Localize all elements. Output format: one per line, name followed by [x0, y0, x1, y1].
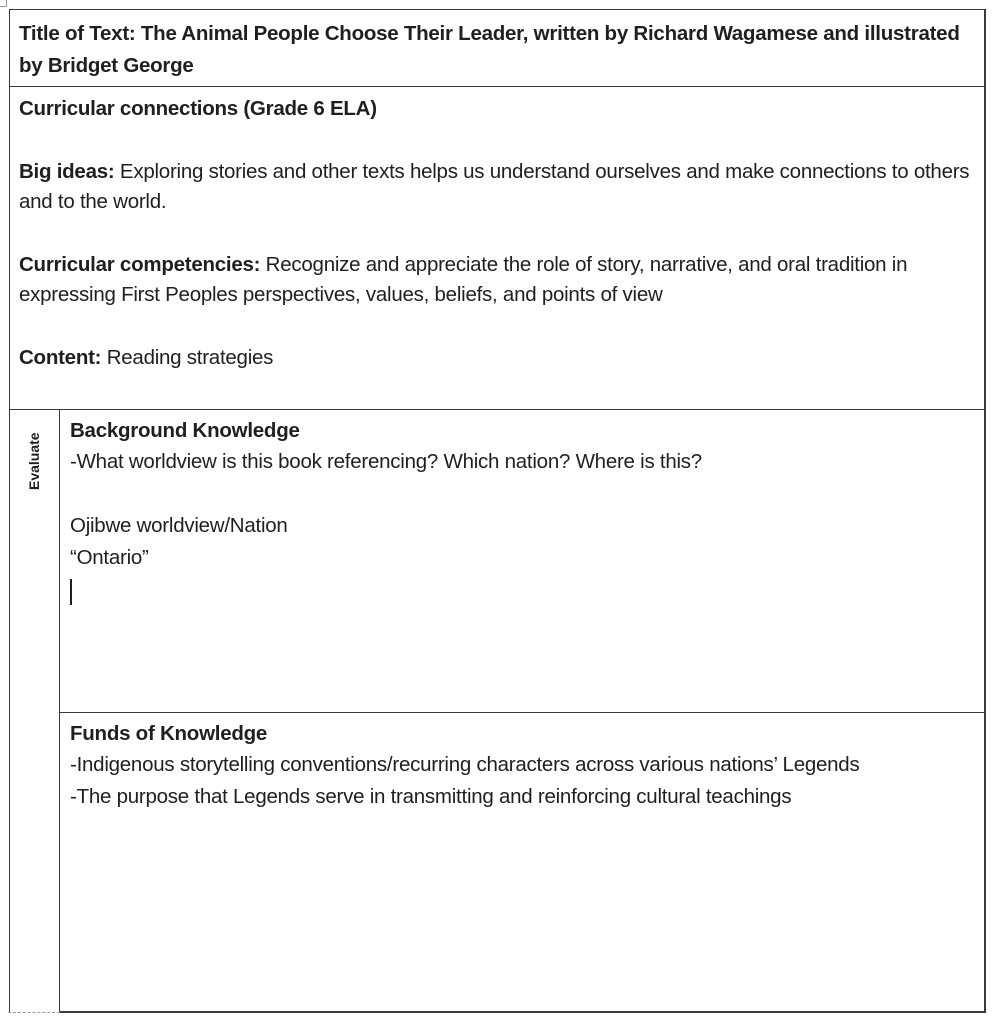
big-ideas-text: Exploring stories and other texts helps us understand ourselves and make connections to others and to the world. — [19, 160, 970, 213]
cursor-line[interactable] — [70, 574, 974, 606]
funds-of-knowledge-heading: Funds of Knowledge — [70, 722, 268, 745]
evaluate-section — [10, 410, 984, 1013]
funds-line: -Indigenous storytelling conventions/recurring characters across various nations’ Legends — [70, 753, 860, 776]
lesson-table — [9, 9, 986, 1013]
background-line: “Ontario” — [70, 546, 149, 569]
content — [19, 343, 975, 373]
competencies-label: Curricular competencies: — [19, 253, 261, 276]
background-line: Ojibwe worldview/Nation — [70, 514, 288, 537]
funds-line: -The purpose that Legends serve in transmitting and reinforcing cultural teachings — [70, 785, 792, 808]
content-text: Reading strategies — [101, 346, 274, 369]
background-knowledge-cell[interactable] — [60, 410, 984, 713]
background-line: -What worldview is this book referencing? Which nation? Where is this? — [70, 450, 702, 473]
competencies-text: Recognize and appreciate the role of story, narrative, and oral tradition in expressing First Peoples perspectives, values, beliefs, and points of view — [19, 253, 908, 306]
curricular-heading: Curricular connections (Grade 6 ELA) — [19, 97, 377, 120]
text-cursor — [70, 579, 72, 605]
evaluate-label: Evaluate — [26, 432, 42, 490]
side-label-column — [10, 410, 60, 1013]
funds-of-knowledge-cell[interactable] — [60, 713, 984, 1013]
background-line — [70, 478, 974, 510]
big-ideas-label: Big ideas: — [19, 160, 115, 183]
curricular-competencies — [19, 250, 975, 310]
background-knowledge-heading: Background Knowledge — [70, 419, 300, 442]
big-ideas — [19, 157, 975, 217]
content-label: Content: — [19, 346, 102, 369]
title-row[interactable] — [10, 10, 984, 87]
text-title: Title of Text: The Animal People Choose Their Leader, written by Richard Wagamese and illustrated by Bridget George — [19, 22, 960, 77]
curricular-connections-row[interactable] — [10, 87, 984, 410]
page-corner-mark — [0, 0, 7, 7]
